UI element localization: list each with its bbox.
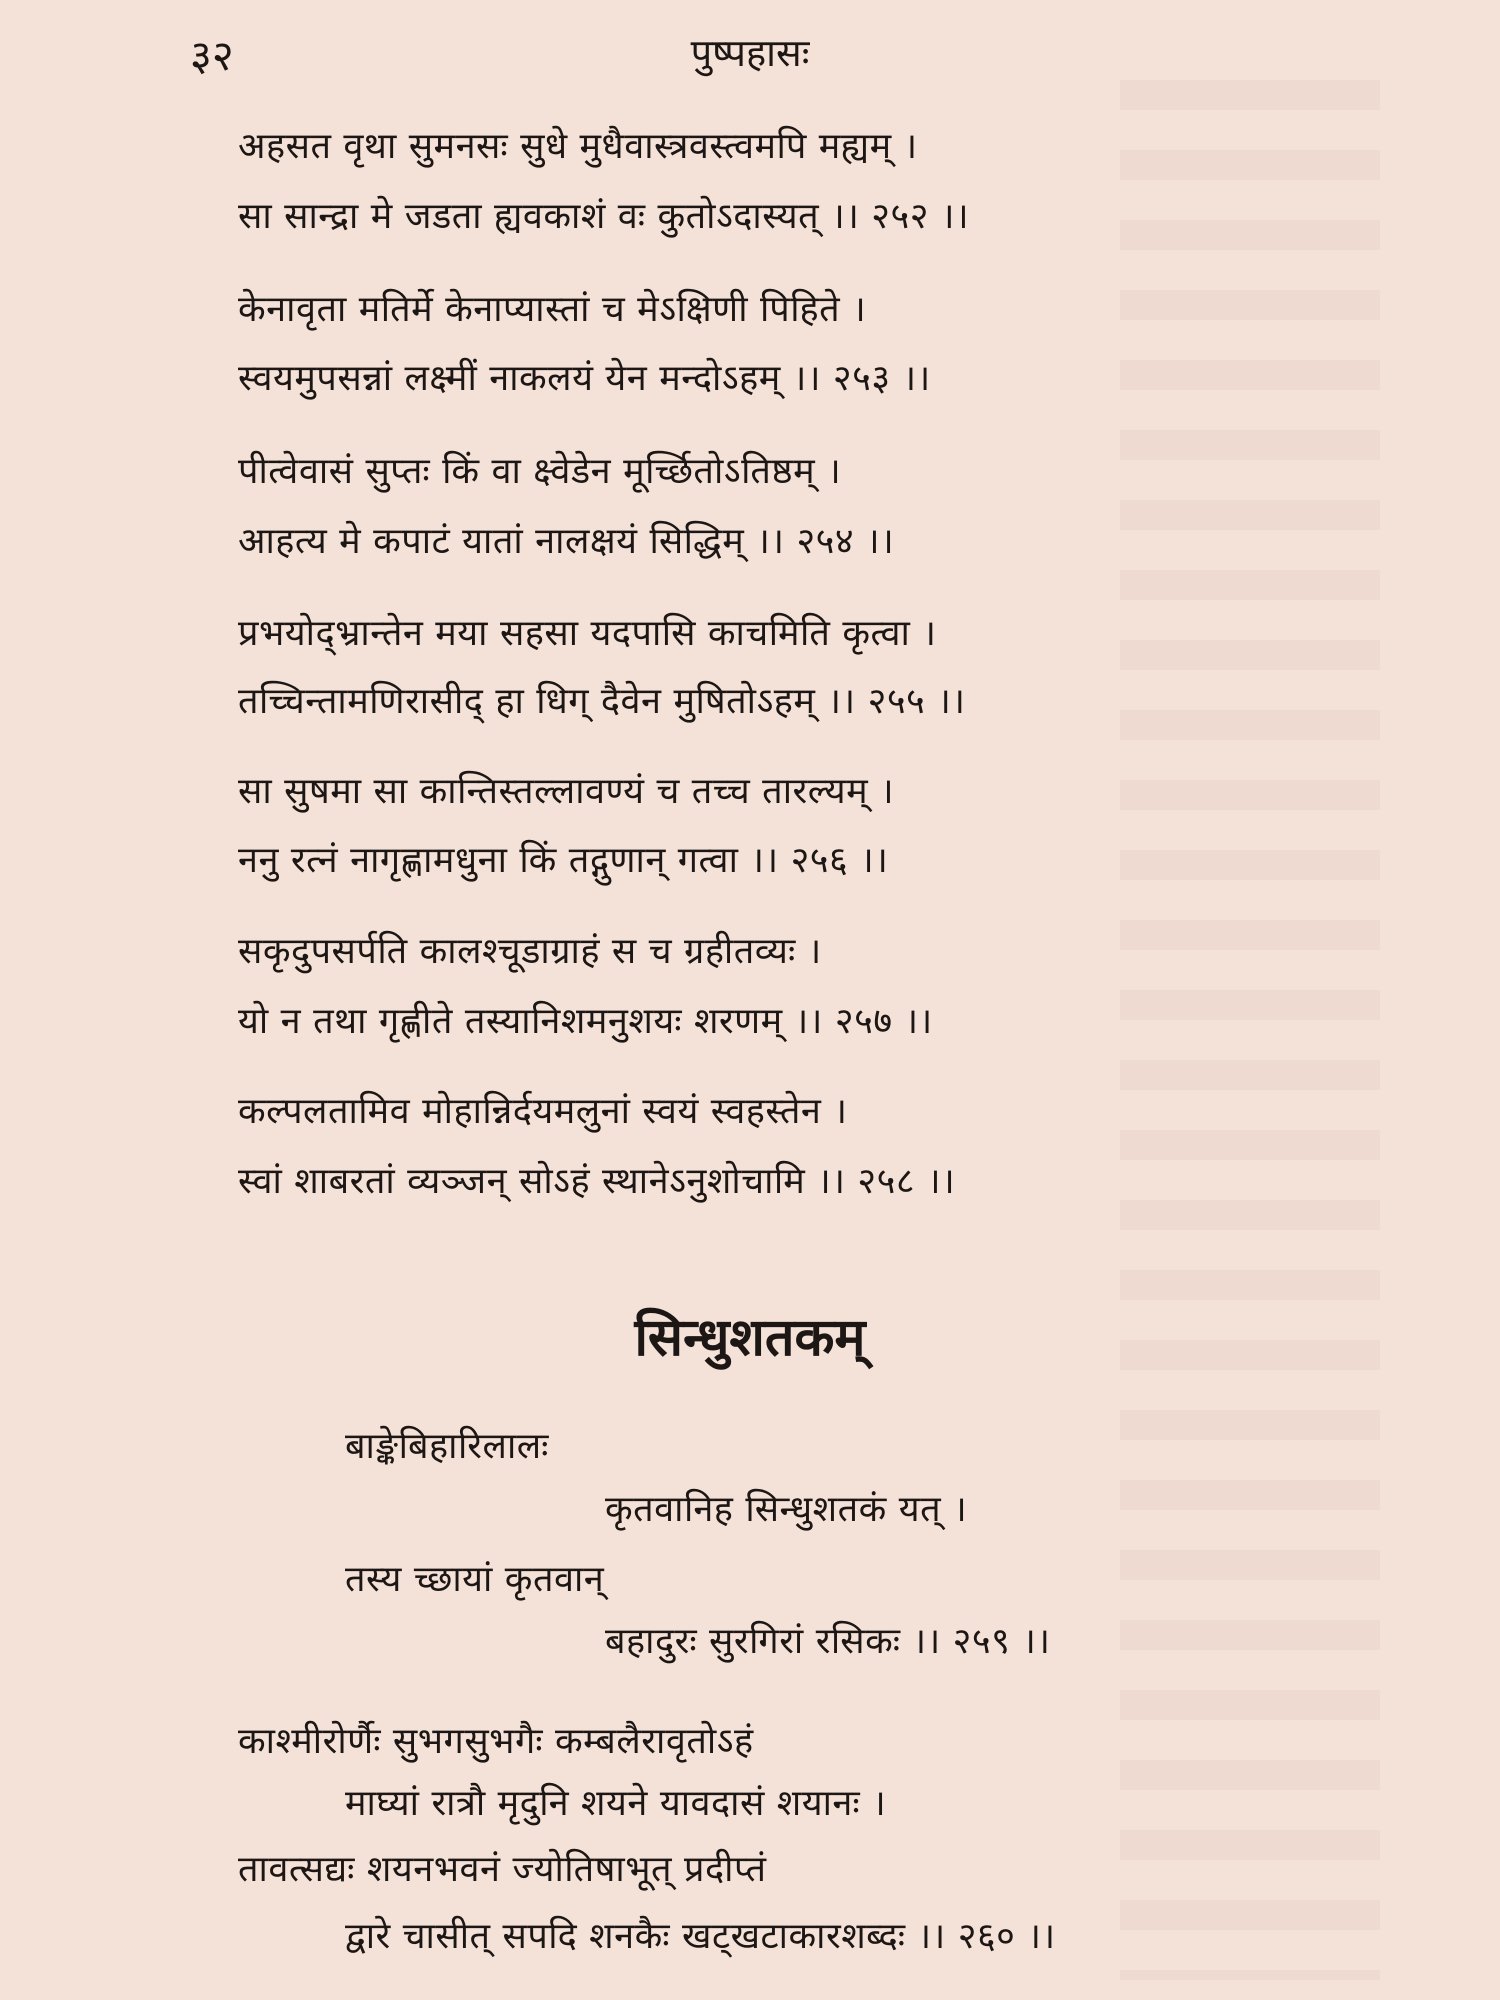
verse-line: तावत्सद्यः शयनभवनं ज्योतिषाभूत् प्रदीप्तं — [238, 1849, 767, 1890]
verse-line: तस्य च्छायां कृतवान् — [345, 1559, 605, 1600]
verse-line: कल्पलतामिव मोहान्निर्दयमलुनां स्वयं स्वहस्तेन । — [238, 1091, 848, 1132]
verse-line: प्रभयोद्भ्रान्तेन मया सहसा यदपासि काचमिति कृत्वा । — [238, 613, 937, 654]
verse-line: बहादुरः सुरगिरां रसिकः ।। २५९ ।। — [605, 1621, 1051, 1662]
verse-line: अहसत वृथा सुमनसः सुधे मुधैवास्त्रवस्त्वमपि मह्यम् । — [238, 126, 918, 167]
running-title: पुष्पहासः — [690, 31, 810, 75]
page-header — [0, 18, 1500, 98]
verse-line: सकृदुपसर्पति कालश्चूडाग्राहं स च ग्रहीतव्यः । — [238, 931, 822, 972]
section-heading: सिन्धुशतकम् — [634, 1308, 866, 1368]
verse-line: सा सुषमा सा कान्तिस्तल्लावण्यं च तच्च तारल्यम् । — [238, 771, 895, 812]
verse-line: स्वयमुपसन्नां लक्ष्मीं नाकलयं येन मन्दोऽहम् ।। २५३ ।। — [238, 358, 931, 399]
verse-line: कृतवानिह सिन्धुशतकं यत् । — [605, 1489, 968, 1530]
verse-line: काश्मीरोर्णैः सुभगसुभगैः कम्बलैरावृतोऽहं — [238, 1721, 754, 1762]
verse-line: ननु रत्नं नागृह्णामधुना किं तद्गुणान् गत्वा ।। २५६ ।। — [238, 840, 889, 881]
verse-line: आहत्य मे कपाटं यातां नालक्षयं सिद्धिम् ।। २५४ ।। — [238, 521, 895, 562]
verse-line: बाङ्केबिहारिलालः — [345, 1426, 549, 1467]
verse-line: केनावृता मतिर्मे केनाप्यास्तां च मेऽक्षिणी पिहिते । — [238, 289, 867, 330]
page-number: ३२ — [190, 31, 234, 80]
show-through-texture — [1120, 80, 1380, 1980]
verse-line: यो न तथा गृह्णीते तस्यानिशमनुशयः शरणम् ।। २५७ ।। — [238, 1001, 933, 1042]
verse-line: सा सान्द्रा मे जडता ह्यवकाशं वः कुतोऽदास्यत् ।। २५२ ।। — [238, 196, 970, 237]
verse-line: द्वारे चासीत् सपदि शनकैः खट्खटाकारशब्दः ।। २६० ।। — [345, 1916, 1056, 1957]
verse-line: स्वां शाबरतां व्यञ्जन् सोऽहं स्थानेऽनुशोचामि ।। २५८ ।। — [238, 1161, 956, 1202]
verse-line: तच्चिन्तामणिरासीद् हा धिग् दैवेन मुषितोऽहम् ।। २५५ ।। — [238, 681, 966, 722]
verse-line: पीत्वेवासं सुप्तः किं वा क्ष्वेडेन मूर्च्छितोऽतिष्ठम् । — [238, 451, 842, 492]
verse-line: माघ्यां रात्रौ मृदुनि शयने यावदासं शयानः । — [345, 1783, 887, 1824]
